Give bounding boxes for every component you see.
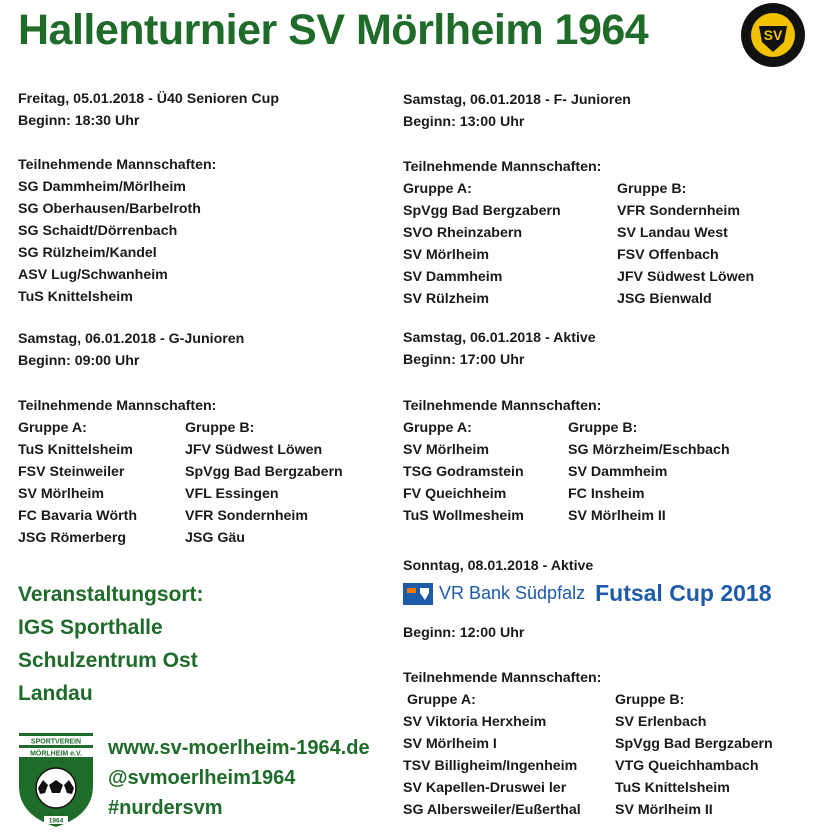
venue-line: Landau (18, 682, 93, 705)
club-logo (14, 730, 98, 830)
group-b (617, 178, 754, 310)
group-b (568, 417, 730, 527)
team-name: SpVgg Bad Bergzabern (403, 203, 561, 219)
ue40-teams-label: Teilnehmende Mannschaften: (18, 157, 217, 173)
team-name: SpVgg Bad Bergzabern (185, 464, 343, 480)
group-a (403, 417, 568, 527)
venue-line: IGS Sporthalle (18, 616, 163, 639)
team-name: ASV Lug/Schwanheim (18, 267, 168, 283)
ue40-date: Freitag, 05.01.2018 - Ü40 Senioren Cup (18, 91, 279, 107)
team-name: JFV Südwest Löwen (185, 442, 323, 458)
venue-label: Veranstaltungsort: (18, 583, 204, 606)
team-name: SV Mörlheim II (615, 802, 713, 818)
team-name: SV Mörlheim (403, 442, 489, 458)
club-logo-year: 1964 (48, 817, 64, 825)
team-name: SV Landau West (617, 225, 728, 241)
group-b-label: Gruppe B: (185, 420, 255, 436)
club-logo-name: MÖRLHEIM e.V. (30, 750, 82, 758)
aktive-sa-start: Beginn: 17:00 Uhr (403, 352, 525, 368)
team-name: SG Rülzheim/Kandel (18, 245, 157, 261)
group-b (615, 689, 773, 821)
team-name: TuS Wollmesheim (403, 508, 524, 524)
aktive-so-date: Sonntag, 08.01.2018 - Aktive (403, 558, 594, 574)
team-name: FSV Steinweiler (18, 464, 125, 480)
f-junioren-date: Samstag, 06.01.2018 - F- Junioren (403, 92, 631, 108)
g-junioren-groups (18, 417, 343, 549)
team-name: SG Albersweiler/Eußerthal (403, 802, 581, 818)
ue40-teams (18, 154, 216, 308)
f-junioren-start: Beginn: 13:00 Uhr (403, 114, 525, 130)
vr-bank-icon (403, 583, 433, 605)
team-name: SV Mörlheim II (568, 508, 666, 524)
aktive-sa-date: Samstag, 06.01.2018 - Aktive (403, 330, 596, 346)
team-name: FV Queichheim (403, 486, 507, 502)
team-name: SG Mörzheim/Eschbach (568, 442, 730, 458)
g-junioren-date: Samstag, 06.01.2018 - G-Junioren (18, 331, 245, 347)
team-name: JSG Römerberg (18, 530, 127, 546)
team-name: SV Dammheim (403, 269, 503, 285)
group-b-label: Gruppe B: (568, 420, 638, 436)
aktive-so-start: Beginn: 12:00 Uhr (403, 625, 525, 641)
team-name: JSG Gäu (185, 530, 245, 546)
social (108, 733, 370, 823)
social-handle: @svmoerlheim1964 (108, 767, 296, 789)
aktive-sa-block (403, 327, 596, 371)
team-name: TuS Knittelsheim (615, 780, 730, 796)
group-a-label: Gruppe A: (407, 692, 476, 708)
team-name: VFR Sondernheim (617, 203, 740, 219)
team-name: VTG Queichhambach (615, 758, 759, 774)
swfv-logo (740, 2, 806, 68)
team-name: SG Schaidt/Dörrenbach (18, 223, 178, 239)
ue40-block (18, 88, 279, 132)
swfv-logo-letters: SV (763, 27, 783, 43)
group-a-label: Gruppe A: (403, 181, 472, 197)
g-junioren-block (18, 328, 244, 372)
f-junioren-block (403, 89, 631, 133)
team-name: VFL Essingen (185, 486, 279, 502)
venue (18, 578, 204, 710)
team-name: SV Erlenbach (615, 714, 707, 730)
team-name: JSG Bienwald (617, 291, 712, 307)
sponsor-line (403, 580, 771, 607)
group-a (403, 689, 615, 821)
page-title: Hallenturnier SV Mörlheim 1964 (18, 6, 649, 54)
team-name: FSV Offenbach (617, 247, 719, 263)
team-name: TSG Godramstein (403, 464, 524, 480)
team-name: TuS Knittelsheim (18, 442, 133, 458)
team-name: SpVgg Bad Bergzabern (615, 736, 773, 752)
group-b (185, 417, 343, 549)
team-name: SG Oberhausen/Barbelroth (18, 201, 201, 217)
g-junioren-teams-label: Teilnehmende Mannschaften: (18, 398, 217, 414)
team-name: SV Kapellen-Druswei ler (403, 780, 567, 796)
cup-name: Futsal Cup 2018 (595, 580, 772, 606)
team-name: SV Rülzheim (403, 291, 489, 307)
team-name: SV Dammheim (568, 464, 668, 480)
aktive-so-teams-label: Teilnehmende Mannschaften: (403, 670, 602, 686)
team-name: FC Bavaria Wörth (18, 508, 138, 524)
g-junioren-start: Beginn: 09:00 Uhr (18, 353, 140, 369)
group-b-label: Gruppe B: (615, 692, 685, 708)
venue-line: Schulzentrum Ost (18, 649, 198, 672)
f-junioren-teams-label: Teilnehmende Mannschaften: (403, 159, 602, 175)
team-name: SVO Rheinzabern (403, 225, 523, 241)
team-name: SV Mörlheim I (403, 736, 497, 752)
ue40-start: Beginn: 18:30 Uhr (18, 113, 140, 129)
aktive-sa-groups (403, 417, 730, 527)
team-name: TuS Knittelsheim (18, 289, 133, 305)
aktive-so-groups (403, 689, 773, 821)
group-a-label: Gruppe A: (18, 420, 87, 436)
team-name: JFV Südwest Löwen (617, 269, 755, 285)
team-name: FC Insheim (568, 486, 645, 502)
team-name: SG Dammheim/Mörlheim (18, 179, 186, 195)
group-a (18, 417, 185, 549)
group-a-label: Gruppe A: (403, 420, 472, 436)
club-logo-top: SPORTVEREIN (30, 738, 82, 746)
team-name: TSV Billigheim/Ingenheim (403, 758, 578, 774)
team-name: SV Viktoria Herxheim (403, 714, 547, 730)
aktive-sa-teams-label: Teilnehmende Mannschaften: (403, 398, 602, 414)
hashtag: #nurdersvm (108, 797, 223, 819)
group-a (403, 178, 617, 310)
sponsor-name: VR Bank Südpfalz (439, 583, 586, 603)
team-name: VFR Sondernheim (185, 508, 308, 524)
team-name: SV Mörlheim (18, 486, 104, 502)
group-b-label: Gruppe B: (617, 181, 687, 197)
team-name: SV Mörlheim (403, 247, 489, 263)
website-link[interactable]: www.sv-moerlheim-1964.de (108, 737, 370, 759)
f-junioren-groups (403, 178, 754, 310)
